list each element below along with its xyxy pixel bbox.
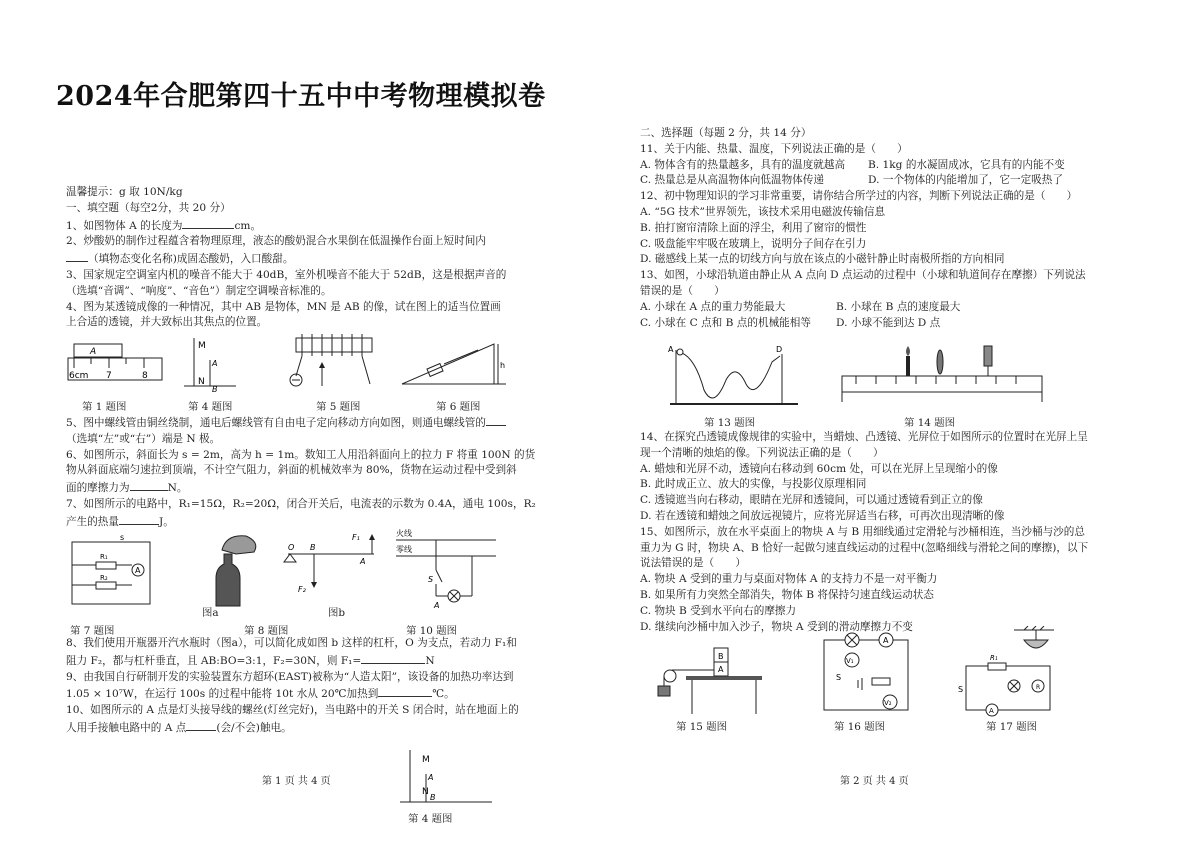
svg-text:S: S: [958, 685, 964, 694]
svg-text:A: A: [718, 665, 724, 674]
page-number-2: 第 2 页 共 4 页: [840, 776, 909, 787]
q15-option-a: A. 物块 A 受到的重力与桌面对物体 A 的支持力不是一对平衡力: [640, 573, 938, 586]
svg-text:A: A: [212, 359, 218, 368]
svg-text:R₁: R₁: [990, 654, 998, 662]
svg-text:A: A: [883, 636, 889, 645]
figure-15-pulley: [656, 640, 766, 716]
svg-text:B: B: [212, 385, 218, 394]
svg-text:7: 7: [106, 371, 112, 381]
right-column-2: [640, 430, 1160, 635]
q12-option-c: C. 吸盘能牢牢吸在玻璃上，说明分子间存在引力: [640, 237, 867, 250]
question-5-cont: （选填“左”或“右”）端是 N 极。: [66, 432, 221, 445]
question-3-cont: （选填“音调”、“响度”、“音色”）制定空调噪音标准的。: [66, 284, 332, 297]
q11-options-cd: C. 热量总是从高温物体向低温物体传递 D. 一个物体的内能增加了，它一定吸热了: [640, 174, 1063, 187]
q15-option-d: D. 继续向沙桶中加入沙子，物块 A 受到的滑动摩擦力不变: [640, 620, 913, 633]
hint: 温馨提示：g 取 10N/kg: [66, 186, 183, 198]
svg-text:B: B: [718, 652, 724, 661]
left-column-2: [66, 414, 546, 531]
svg-text:S: S: [836, 673, 842, 682]
figure-8a-bottle: [196, 528, 266, 614]
q12-option-b: B. 拍打窗帘清除上面的浮尘，利用了窗帘的惯性: [640, 221, 867, 234]
caption-fig14: 第 14 题图: [904, 417, 955, 429]
svg-text:V₁: V₁: [846, 657, 854, 665]
svg-text:8: 8: [142, 371, 148, 381]
question-4: 4、图为某透镜成像的一种情况，其中 AB 是物体，MN 是 AB 的像，试在图上的适当位置画: [66, 300, 501, 313]
svg-text:N: N: [422, 787, 429, 797]
q14-option-d: D. 若在透镜和蜡烛之间放远视镜片，应将光屏适当右移，可再次出现清晰的像: [640, 509, 1005, 522]
section-choice: 二、选择题（每题 2 分，共 14 分）: [640, 127, 812, 139]
caption-fig13: 第 13 题图: [704, 417, 755, 429]
svg-text:M: M: [422, 755, 430, 765]
svg-text:N: N: [198, 377, 205, 387]
svg-text:s: s: [120, 534, 125, 542]
question-3: 3、国家规定空调室内机的噪音不能大于 40dB，室外机噪音不能大于 52dB，这是根据声音的: [66, 268, 507, 281]
svg-text:O: O: [288, 543, 295, 552]
figure-17-circuit: [958, 626, 1068, 718]
q11-options-ab: A. 物体含有的热量越多，具有的温度就越高 B. 1kg 的水凝固成冰，它具有的内能不变: [640, 158, 1065, 171]
question-15-cont2: 说法错误的是（ ）: [640, 557, 746, 570]
q13-options-ab: A. 小球在 A 点的重力势能最大 B. 小球在 B 点的速度最大: [640, 300, 961, 313]
svg-text:R: R: [1036, 684, 1041, 691]
caption-fig4: 第 4 题图: [188, 401, 233, 413]
caption-fig10: 第 10 题图: [406, 625, 457, 637]
q12-option-a: A. “5G 技术”世界领先，该技术采用电磁波传输信息: [640, 205, 886, 218]
question-14: 14、在探究凸透镜成像规律的实验中，当蜡烛、凸透镜、光屏位于如图所示的位置时在光屏上呈: [640, 431, 1088, 443]
question-10-cont: 人用手接触电路中的 A 点 (会/不会)触电。: [66, 719, 546, 737]
svg-text:R₁: R₁: [100, 553, 108, 561]
figure-4-lens: [180, 334, 240, 394]
left-column-3: [66, 636, 546, 737]
q12-option-d: D. 磁感线上某一点的切线方向与放在该点的小磁针静止时南极所指的方向相同: [640, 253, 1005, 266]
question-6-cont: 物从斜面底端匀速拉到顶端，不计空气阻力，斜面的机械效率为 80%，货物在运动过程中受到斜: [66, 464, 517, 477]
caption-fig16: 第 16 题图: [834, 721, 885, 733]
caption-fig1: 第 1 题图: [82, 401, 127, 413]
svg-text:A: A: [360, 557, 366, 566]
figure-8b-lever: [282, 530, 382, 610]
svg-text:A: A: [668, 345, 674, 354]
caption-fig7: 第 7 题图: [70, 625, 115, 637]
svg-text:A: A: [434, 601, 440, 610]
figure-5-solenoid: [286, 332, 386, 392]
svg-text:B: B: [430, 793, 436, 802]
svg-text:A: A: [90, 347, 97, 357]
question-7-cont: 产生的热量 J。: [66, 513, 546, 531]
caption-fig6: 第 6 题图: [436, 401, 481, 413]
caption-fig4-copy: 第 4 题图: [408, 813, 453, 825]
question-2-cont: （填物态变化名称)成固态酸奶，入口酸甜。: [66, 250, 546, 268]
svg-text:6cm: 6cm: [69, 371, 89, 381]
svg-text:零线: 零线: [396, 545, 412, 554]
section-fill-in: 一、填空题（每空2分，共 20 分）: [66, 201, 231, 214]
question-10: 10、如图所示的 A 点是灯头接导线的螺丝(灯丝完好)，当电路中的开关 S 闭合时，站在地面上的: [66, 704, 519, 717]
question-13-cont: 错误的是（ ）: [640, 284, 725, 297]
svg-text:D: D: [776, 345, 783, 354]
svg-text:S: S: [428, 575, 434, 584]
svg-text:F₂: F₂: [298, 585, 306, 594]
q15-option-b: B. 如果所有力突然全部消失，物体 B 将保持匀速直线运动状态: [640, 588, 934, 601]
left-column: [66, 185, 546, 331]
q14-option-c: C. 透镜遮当向右移动，眼睛在光屏和透镜间，可以通过透镜看到正立的像: [640, 494, 983, 507]
question-12: 12、初中物理知识的学习非常重要，请你结合所学过的内容，判断下列说法正确的是（ ）: [640, 190, 1078, 203]
question-9: 9、由我国自行研制开发的实验装置东方超环(EAST)被称为“人造太阳”，该设备的加热功率达到: [66, 670, 514, 683]
question-1: 1、如图物体 A 的长度为 cm。: [66, 217, 546, 235]
caption-fig5: 第 5 题图: [316, 401, 361, 413]
question-15: 15、如图所示，放在水平桌面上的物块 A 与 B 用细线通过定滑轮与沙桶相连，当沙桶与沙的总: [640, 525, 1085, 538]
svg-text:V₂: V₂: [884, 699, 892, 707]
question-6: 6、如图所示，斜面长为 s = 2m，高为 h = 1m。数知工人用沿斜面向上的拉力 F 将重 100N 的货: [66, 448, 536, 461]
question-8: 8、我们使用开瓶器开汽水瓶时（图a），可以简化成如图 b 这样的杠杆，O 为支点，若动力 F₁和: [66, 637, 517, 649]
question-7: 7、如图所示的电路中，R₁=15Ω，R₂=20Ω，闭合开关后，电流表的示数为 0.4A，通电 100s，R₂: [66, 497, 536, 510]
page-title: 2024年合肥第四十五中中考物理模拟卷: [56, 81, 546, 112]
svg-text:火线: 火线: [396, 529, 412, 538]
caption-fig15: 第 15 题图: [676, 721, 727, 733]
question-11: 11、关于内能、热量、温度，下列说法正确的是（ ）: [640, 142, 908, 155]
caption-fig8: 第 8 题图: [244, 625, 289, 637]
svg-text:M: M: [198, 341, 206, 351]
figure-16-circuit: [818, 632, 918, 716]
fig8b-label: 图b: [328, 607, 346, 619]
svg-text:A: A: [135, 566, 141, 575]
q14-option-a: A. 蜡烛和光屏不动，透镜向右移动到 60cm 处，可以在光屏上呈现缩小的像: [640, 462, 998, 475]
svg-text:A: A: [989, 707, 994, 715]
question-9-cont: 1.05 × 10⁷W，在运行 100s 的过程中能将 10t 水从 20℃加热到 ℃。: [66, 685, 546, 703]
q15-option-c: C. 物块 B 受到水平向右的摩擦力: [640, 604, 797, 617]
question-8-cont: 阻力 F₂，都与杠杆垂直，且 AB:BO=3:1，F₂=30N，则 F₁= N: [66, 652, 546, 670]
svg-text:F₁: F₁: [352, 533, 360, 542]
question-15-cont: 重力为 G 时，物块 A、B 恰好一起做匀速直线运动的过程中(忽略细线与滑轮之间的摩擦)，以下: [640, 541, 1089, 554]
q13-options-cd: C. 小球在 C 点和 B 点的机械能相等 D. 小球不能到达 D 点: [640, 316, 941, 329]
right-column: [640, 126, 1160, 331]
caption-fig17: 第 17 题图: [986, 721, 1037, 733]
figure-7-circuit: [68, 534, 158, 614]
figure-10-household: [396, 528, 496, 614]
question-14-cont: 现一个清晰的烛焰的像。下列说法正确的是（ ）: [640, 446, 884, 459]
question-13: 13、如图，小球沿轨道由静止从 A 点向 D 点运动的过程中（小球和轨道间存在摩擦）下列说法: [640, 269, 1086, 282]
svg-text:R₂: R₂: [100, 574, 108, 582]
figure-1-ruler: [66, 338, 166, 388]
figure-4-lens-copy: [396, 744, 496, 806]
figure-14-optical-bench: [836, 340, 1048, 406]
svg-text:h: h: [500, 361, 506, 370]
svg-text:B: B: [310, 543, 316, 552]
q14-option-b: B. 此时成正立、放大的实像，与投影仪原理相同: [640, 478, 867, 491]
question-2: 2、炒酸奶的制作过程蕴含着物理原理，液态的酸奶混合水果倒在低温操作台面上短时间内: [66, 235, 486, 248]
question-5: 5、图中螺线管由铜丝绕制，通电后螺线管有自由电子定向移动方向如图，则通电螺线管的: [66, 414, 546, 432]
fig8a-label: 图a: [202, 607, 219, 619]
figure-6-incline: [398, 334, 510, 390]
question-6-cont2: 面的摩擦力为 N。: [66, 479, 546, 497]
figure-13-track: [664, 340, 804, 410]
question-4-cont: 上合适的透镜，并大致标出其焦点的位置。: [66, 316, 268, 329]
svg-text:A: A: [428, 773, 434, 782]
page-number-1: 第 1 页 共 4 页: [262, 776, 331, 787]
